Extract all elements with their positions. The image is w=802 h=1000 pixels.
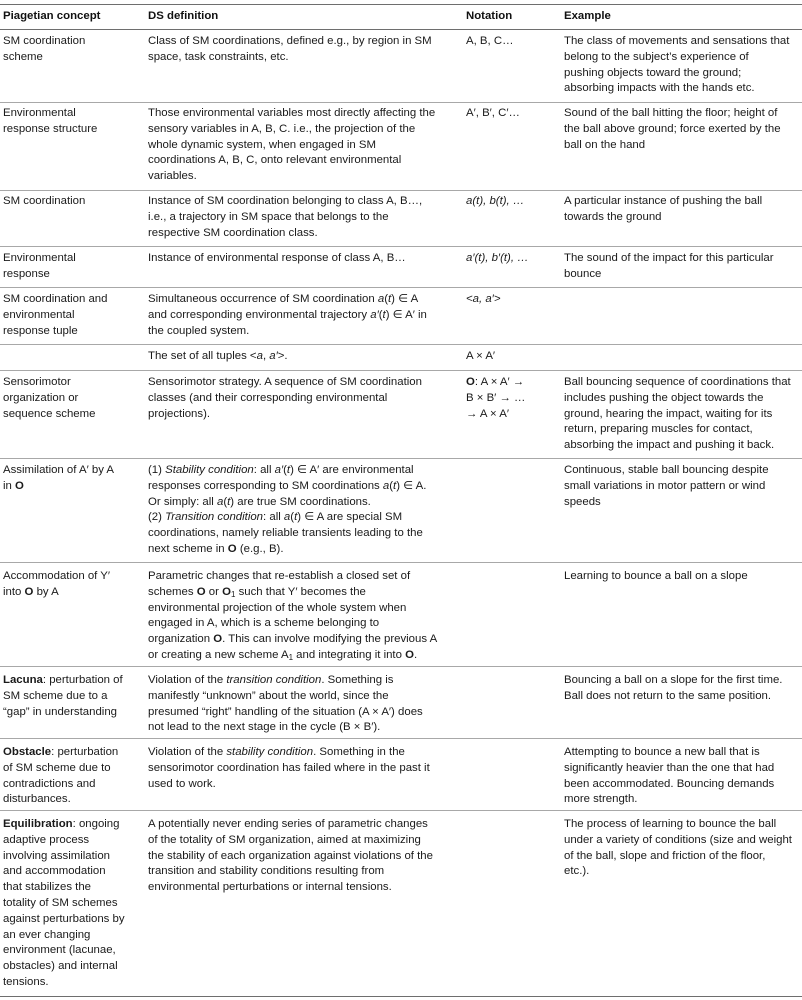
cell-line: Simultaneous occurrence of SM coordination a(t) ∈ A: [148, 293, 419, 305]
cell-line: Those environmental variables most directly affecting the: [148, 107, 436, 119]
definition-cell: [148, 106, 460, 185]
notation-cell: [466, 375, 560, 422]
definition-cell: [148, 817, 460, 896]
cell-line: Assimilation of A′ by A: [3, 464, 115, 476]
cell-line: Environmental: [3, 107, 76, 119]
cell-line: totality of SM schemes: [3, 896, 118, 909]
cell-line: towards the ground: [564, 210, 662, 223]
cell-line: (1) Stability condition: all a′(t) ∈ A′ are environmental: [148, 464, 414, 476]
cell-line: more strength.: [564, 793, 638, 806]
concept-cell: [3, 569, 143, 601]
row-divider: [0, 344, 802, 345]
cell-line: B × B′ → …: [466, 391, 526, 404]
example-cell: [564, 34, 800, 97]
cell-line: environmental perturbations or internal tensions.: [148, 881, 392, 894]
cell-line: Instance of environmental response of class A, B…: [148, 252, 406, 264]
cell-line: schemes O or $O_1$ such that Y′ becomes the: [148, 585, 366, 599]
cell-line: Class of SM coordinations, defined e.g., by region in SM: [148, 35, 432, 47]
cell-line: and corresponding environmental trajectory a′(t) ∈ A′ in: [148, 308, 427, 321]
example-cell: [564, 251, 800, 283]
cell-line: a(t), b(t), …: [466, 195, 525, 207]
cell-line: Bouncing a ball on a slope for the first time.: [564, 674, 783, 686]
cell-line: i.e., a trajectory in SM space that belongs to the: [148, 210, 389, 223]
cell-line: transition and stability conditions resulting from: [148, 865, 385, 878]
cell-line: disturbances.: [3, 793, 71, 806]
row-divider: [0, 102, 802, 103]
cell-line: Instance of SM coordination belonging to class A, B…,: [148, 195, 423, 207]
example-cell: [564, 463, 800, 510]
cell-line: against perturbations by: [3, 912, 125, 925]
cell-line: SM coordination: [3, 195, 86, 207]
row-divider: [0, 738, 802, 739]
example-cell: [564, 673, 800, 705]
cell-line: Attempting to bounce a new ball that is: [564, 746, 760, 758]
row-divider: [0, 458, 802, 459]
cell-line: projections).: [148, 407, 211, 420]
concept-cell: [3, 817, 143, 991]
cell-line: whole dynamic system, when engaged in SM: [148, 138, 376, 151]
cell-line: Environmental: [3, 252, 76, 264]
table-bottom-rule: [0, 996, 802, 997]
cell-line: Lacuna: perturbation of: [3, 674, 123, 686]
cell-line: belong to the subject’s experience of: [564, 50, 749, 63]
cell-line: pushing objects toward the ground;: [564, 66, 742, 79]
cell-line: the stability of each organization against violations of the: [148, 849, 433, 862]
cell-line: Sensorimotor: [3, 376, 71, 388]
cell-line: coordinations A, B, C, onto relevant environmental: [148, 154, 402, 167]
cell-line: A particular instance of pushing the ball: [564, 195, 763, 207]
cell-line: involving assimilation: [3, 849, 110, 862]
cell-line: The sound of the impact for this particular: [564, 252, 774, 264]
cell-line: Continuous, stable ball bouncing despite: [564, 464, 769, 476]
cell-line: → A × A′: [466, 407, 509, 420]
cell-line: includes pushing the object towards the: [564, 391, 764, 404]
concept-cell: [3, 375, 143, 422]
cell-line: A potentially never ending series of parametric changes: [148, 818, 428, 830]
cell-line: The set of all tuples <a, a′>.: [148, 350, 288, 362]
cell-line: Violation of the transition condition. Something is: [148, 674, 394, 686]
table-top-rule: [0, 4, 802, 5]
example-cell: [564, 194, 800, 226]
cell-line: Sensorimotor strategy. A sequence of SM coordination: [148, 376, 422, 388]
notation-cell: [466, 34, 560, 50]
cell-line: classes (and their corresponding environmental: [148, 391, 388, 404]
cell-line: A, B, C…: [466, 35, 514, 47]
cell-line: <a, a′>: [466, 293, 501, 305]
cell-line: Ball does not return to the same position.: [564, 689, 772, 702]
cell-line: that stabilizes the: [3, 881, 92, 894]
cell-line: an ever changing: [3, 928, 91, 941]
definition-cell: [148, 463, 460, 558]
example-cell: [564, 375, 800, 454]
cell-line: respective SM coordination class.: [148, 226, 318, 239]
column-header-definition: DS definition: [148, 10, 219, 22]
cell-line: environment (lacunae,: [3, 944, 116, 957]
definition-cell: [148, 375, 460, 422]
cell-line: sensorimotor coordination has failed where in the past it: [148, 761, 430, 774]
cell-line: used to work.: [148, 777, 216, 790]
cell-line: O: A × A′ →: [466, 376, 525, 388]
cell-line: and accommodation: [3, 865, 106, 878]
cell-line: not lead to the next stage in the cycle (B × B′).: [148, 721, 381, 734]
cell-line: A × A′: [466, 350, 496, 362]
cell-line: under a variety of conditions (size and weight: [564, 833, 792, 846]
concept-cell: [3, 34, 143, 66]
cell-line: Parametric changes that re-establish a closed set of: [148, 570, 411, 582]
cell-line: etc.).: [564, 865, 590, 878]
cell-line: absorbing impacts with the hands etc.: [564, 82, 755, 95]
cell-line: presumed “right” handling of the situation (A × A′) does: [148, 705, 423, 718]
row-divider: [0, 246, 802, 247]
cell-line: organization or: [3, 391, 79, 404]
cell-line: ball on the hand: [564, 138, 646, 151]
notation-cell: [466, 349, 560, 365]
cell-line: Or simply: all a(t) are true SM coordinations.: [148, 495, 371, 508]
cell-line: environmental: [3, 308, 75, 321]
column-header-example: Example: [564, 10, 611, 22]
example-cell: [564, 817, 800, 880]
notation-cell: [466, 106, 560, 122]
example-cell: [564, 106, 800, 153]
cell-line: speeds: [564, 495, 601, 508]
definition-cell: [148, 34, 460, 66]
cell-line: space, task constraints, etc.: [148, 50, 289, 63]
definition-cell: [148, 349, 460, 365]
concept-cell: [3, 745, 143, 808]
cell-line: significantly heavier than the one that had: [564, 761, 775, 774]
cell-line: responses corresponding to SM coordinations a(t) ∈ A.: [148, 479, 427, 492]
row-divider: [0, 190, 802, 191]
cell-line: or creating a new scheme $A_1$ and integrating it into O.: [148, 648, 418, 662]
concept-cell: [3, 194, 143, 210]
cell-line: A′, B′, C′…: [466, 107, 520, 119]
cell-line: the ball above ground; force exerted by the: [564, 122, 781, 135]
example-cell: [564, 569, 800, 585]
example-cell: [564, 745, 800, 808]
cell-line: small variations in motor pattern or wind: [564, 479, 766, 492]
cell-line: adaptive process: [3, 833, 90, 846]
concept-cell: [3, 673, 143, 720]
concept-cell: [3, 251, 143, 283]
definition-cell: [148, 194, 460, 241]
cell-line: Learning to bounce a ball on a slope: [564, 570, 748, 582]
cell-line: a′(t), b′(t), …: [466, 252, 529, 264]
cell-line: of the totality of SM organization, aimed at maximizing: [148, 833, 421, 846]
definition-cell: [148, 292, 460, 339]
cell-line: Ball bouncing sequence of coordinations that: [564, 376, 791, 388]
cell-line: coordinations, namely reliable transients leading to the: [148, 527, 423, 540]
notation-cell: [466, 292, 560, 308]
cell-line: tensions.: [3, 975, 49, 988]
cell-line: (2) Transition condition: all a(t) ∈ A are special SM: [148, 511, 403, 524]
column-header-notation: Notation: [466, 10, 513, 22]
cell-line: next scheme in O (e.g., B).: [148, 542, 284, 555]
concept-cell: [3, 292, 143, 339]
column-header-concept: Piagetian concept: [3, 10, 101, 22]
cell-line: contradictions and: [3, 777, 96, 790]
cell-line: manifestly “unknown” about the world, since the: [148, 689, 389, 702]
cell-line: of SM scheme due to: [3, 761, 111, 774]
cell-line: Violation of the stability condition. Something in the: [148, 746, 405, 758]
row-divider: [0, 287, 802, 288]
definition-cell: [148, 251, 460, 267]
cell-line: response tuple: [3, 324, 78, 337]
row-divider: [0, 370, 802, 371]
cell-line: return, preparing muscles for contact,: [564, 423, 753, 436]
cell-line: SM scheme due to a: [3, 689, 108, 702]
row-divider: [0, 562, 802, 563]
cell-line: Accommodation of Y′: [3, 570, 111, 582]
cell-line: environmental projection of the whole system when: [148, 601, 407, 614]
definition-cell: [148, 569, 460, 664]
cell-line: into O by A: [3, 585, 59, 598]
cell-line: the coupled system.: [148, 324, 250, 337]
cell-line: engaged in A, which is a scheme belonging to: [148, 617, 380, 630]
concept-cell: [3, 106, 143, 138]
notation-cell: [466, 194, 560, 210]
cell-line: ground, hearing the impact, waiting for its: [564, 407, 773, 420]
definition-cell: [148, 673, 460, 736]
concept-cell: [3, 463, 143, 495]
cell-line: organization O. This can involve modifying the previous A: [148, 633, 438, 646]
cell-line: of the ball, slope and friction of the floor,: [564, 849, 766, 862]
definition-cell: [148, 745, 460, 792]
cell-line: response structure: [3, 122, 98, 135]
header-rule: [0, 29, 802, 30]
cell-line: scheme: [3, 50, 43, 63]
cell-line: obstacles) and internal: [3, 960, 118, 973]
cell-line: SM coordination and: [3, 293, 108, 305]
row-divider: [0, 666, 802, 667]
notation-cell: [466, 251, 560, 267]
cell-line: sensory variables in A, B, C. i.e., the projection of the: [148, 122, 416, 135]
cell-line: absorbing the impact and pushing it back.: [564, 439, 775, 452]
cell-line: sequence scheme: [3, 407, 96, 420]
cell-line: bounce: [564, 267, 602, 280]
row-divider: [0, 810, 802, 811]
cell-line: Sound of the ball hitting the floor; height of: [564, 107, 778, 119]
cell-line: “gap” in understanding: [3, 705, 117, 718]
cell-line: Equilibration: ongoing: [3, 818, 120, 830]
cell-line: The process of learning to bounce the ball: [564, 818, 777, 830]
cell-line: been accommodated. Bouncing demands: [564, 777, 775, 790]
cell-line: SM coordination: [3, 35, 86, 47]
cell-line: Obstacle: perturbation: [3, 746, 119, 758]
cell-line: in O: [3, 479, 24, 492]
cell-line: variables.: [148, 170, 197, 183]
cell-line: response: [3, 267, 50, 280]
cell-line: The class of movements and sensations that: [564, 35, 790, 47]
